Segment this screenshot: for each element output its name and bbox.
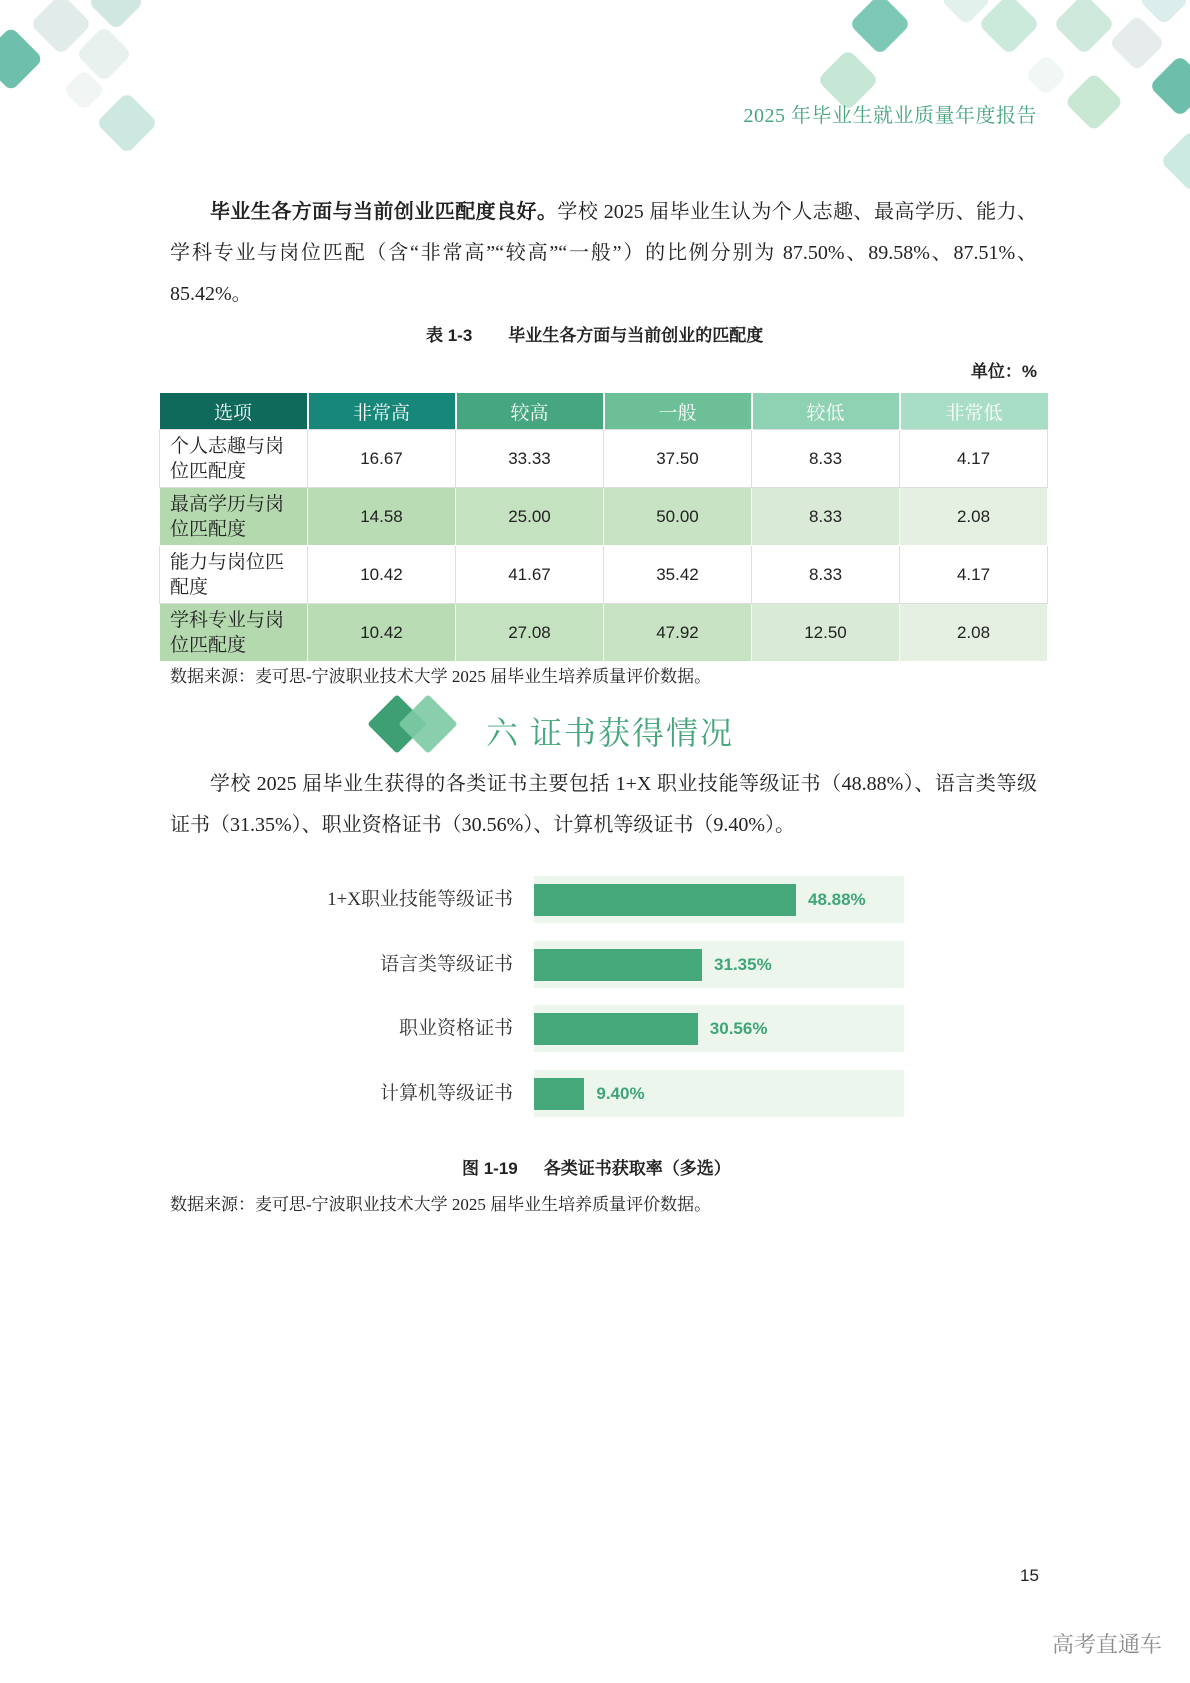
figure-caption (462, 1154, 731, 1179)
table-header-cell: 较高 (456, 393, 604, 430)
table-cell: 37.50 (604, 430, 752, 488)
row-label: 个人志趣与岗位匹配度 (160, 430, 308, 488)
decor-diamond (1139, 0, 1190, 25)
bar-language-certificate (534, 949, 702, 981)
table-source-note: 数据来源：麦可思-宁波职业技术大学 2025 届毕业生培养质量评价数据。 (170, 667, 712, 686)
decor-diamond (1149, 55, 1190, 117)
table-cell: 12.50 (752, 604, 900, 662)
category-label: 1+X职业技能等级证书 (327, 889, 513, 910)
chart-row (0, 1070, 1190, 1117)
row-label: 能力与岗位匹配度 (160, 546, 308, 604)
decor-diamond (1160, 130, 1190, 192)
table-header-cell: 选项 (160, 393, 308, 430)
table-caption (426, 321, 763, 346)
intro-text: 学校 2025 届毕业生认为个人志趣、最高学历、能力、学科专业与岗位匹配（含“非常高”“较高”“一般”）的比例分别为 87.50%、89.58%、87.51%、85.42%。 (170, 201, 1038, 305)
decor-diamond (978, 0, 1040, 55)
chart-row (0, 941, 1190, 988)
row-label: 最高学历与岗位匹配度 (160, 488, 308, 546)
decor-diamond (1064, 72, 1123, 131)
certificate-paragraph: 学校 2025 届毕业生获得的各类证书主要包括 1+X 职业技能等级证书（48.88%）、语言类等级证书（31.35%）、职业资格证书（30.56%）、计算机等级证书（9.40%）。 (170, 773, 1037, 836)
category-label: 计算机等级证书 (379, 1083, 513, 1104)
bar-1x-certificate (534, 884, 796, 916)
bar-value-label: 48.88% (807, 890, 866, 909)
category-label: 职业资格证书 (398, 1018, 513, 1039)
category-label: 语言类等级证书 (379, 954, 513, 975)
table-cell: 10.42 (308, 604, 456, 662)
table-row (160, 488, 1048, 546)
bar-value-label: 31.35% (714, 955, 772, 974)
table-header-cell: 一般 (604, 393, 752, 430)
table-header-cell: 非常低 (900, 393, 1048, 430)
table-cell: 47.92 (604, 604, 752, 662)
table-row (160, 430, 1048, 488)
table-cell: 27.08 (456, 604, 604, 662)
table-cell: 10.42 (308, 546, 456, 604)
table-header-row (160, 393, 1048, 430)
table-cell: 8.33 (752, 488, 900, 546)
table-cell: 4.17 (900, 430, 1048, 488)
running-header: 2025 年毕业生就业质量年度报告 (743, 105, 1037, 127)
decor-diamond (96, 92, 158, 154)
bar-computer-certificate (534, 1078, 584, 1110)
decor-diamond (1025, 54, 1067, 96)
bar-value-label: 9.40% (596, 1084, 645, 1103)
page-number: 15 (1020, 1566, 1039, 1585)
section-title: 六 证书获得情况 (486, 715, 735, 751)
table-cell: 2.08 (900, 488, 1048, 546)
decor-diamond (88, 0, 145, 30)
table-cell: 35.42 (604, 546, 752, 604)
decor-diamond (849, 0, 911, 55)
watermark: 高考直通车 (1052, 1632, 1163, 1657)
chart-row (0, 876, 1190, 923)
table-cell: 8.33 (752, 546, 900, 604)
table-title: 毕业生各方面与当前创业的匹配度 (508, 326, 764, 345)
chart-row (0, 1005, 1190, 1052)
table-cell: 8.33 (752, 430, 900, 488)
match-table (159, 393, 1048, 662)
decor-diamond (1109, 15, 1166, 72)
figure-number: 图 1-19 (462, 1159, 518, 1178)
decor-diamond (0, 26, 44, 91)
intro-lead: 毕业生各方面与当前创业匹配度良好。 (210, 201, 558, 223)
table-header-cell: 非常高 (308, 393, 456, 430)
figure-title: 各类证书获取率（多选） (543, 1159, 731, 1178)
table-cell: 4.17 (900, 546, 1048, 604)
table-row (160, 604, 1048, 662)
table-row (160, 546, 1048, 604)
row-label: 学科专业与岗位匹配度 (160, 604, 308, 662)
table-unit: 单位：% (970, 362, 1037, 381)
table-cell: 41.67 (456, 546, 604, 604)
decor-diamond (1053, 0, 1115, 55)
table-cell: 50.00 (604, 488, 752, 546)
chart-source-note: 数据来源：麦可思-宁波职业技术大学 2025 届毕业生培养质量评价数据。 (170, 1195, 712, 1214)
table-cell: 33.33 (456, 430, 604, 488)
bar-value-label: 30.56% (709, 1019, 768, 1038)
table-cell: 25.00 (456, 488, 604, 546)
table-cell: 16.67 (308, 430, 456, 488)
table-cell: 2.08 (900, 604, 1048, 662)
table-cell: 14.58 (308, 488, 456, 546)
bar-track (534, 1070, 904, 1117)
table-header-cell: 较低 (752, 393, 900, 430)
bar-vocational-certificate (534, 1013, 698, 1045)
section-diamond-icon (398, 694, 457, 753)
table-number: 表 1-3 (426, 326, 473, 345)
intro-paragraph (170, 192, 1037, 315)
